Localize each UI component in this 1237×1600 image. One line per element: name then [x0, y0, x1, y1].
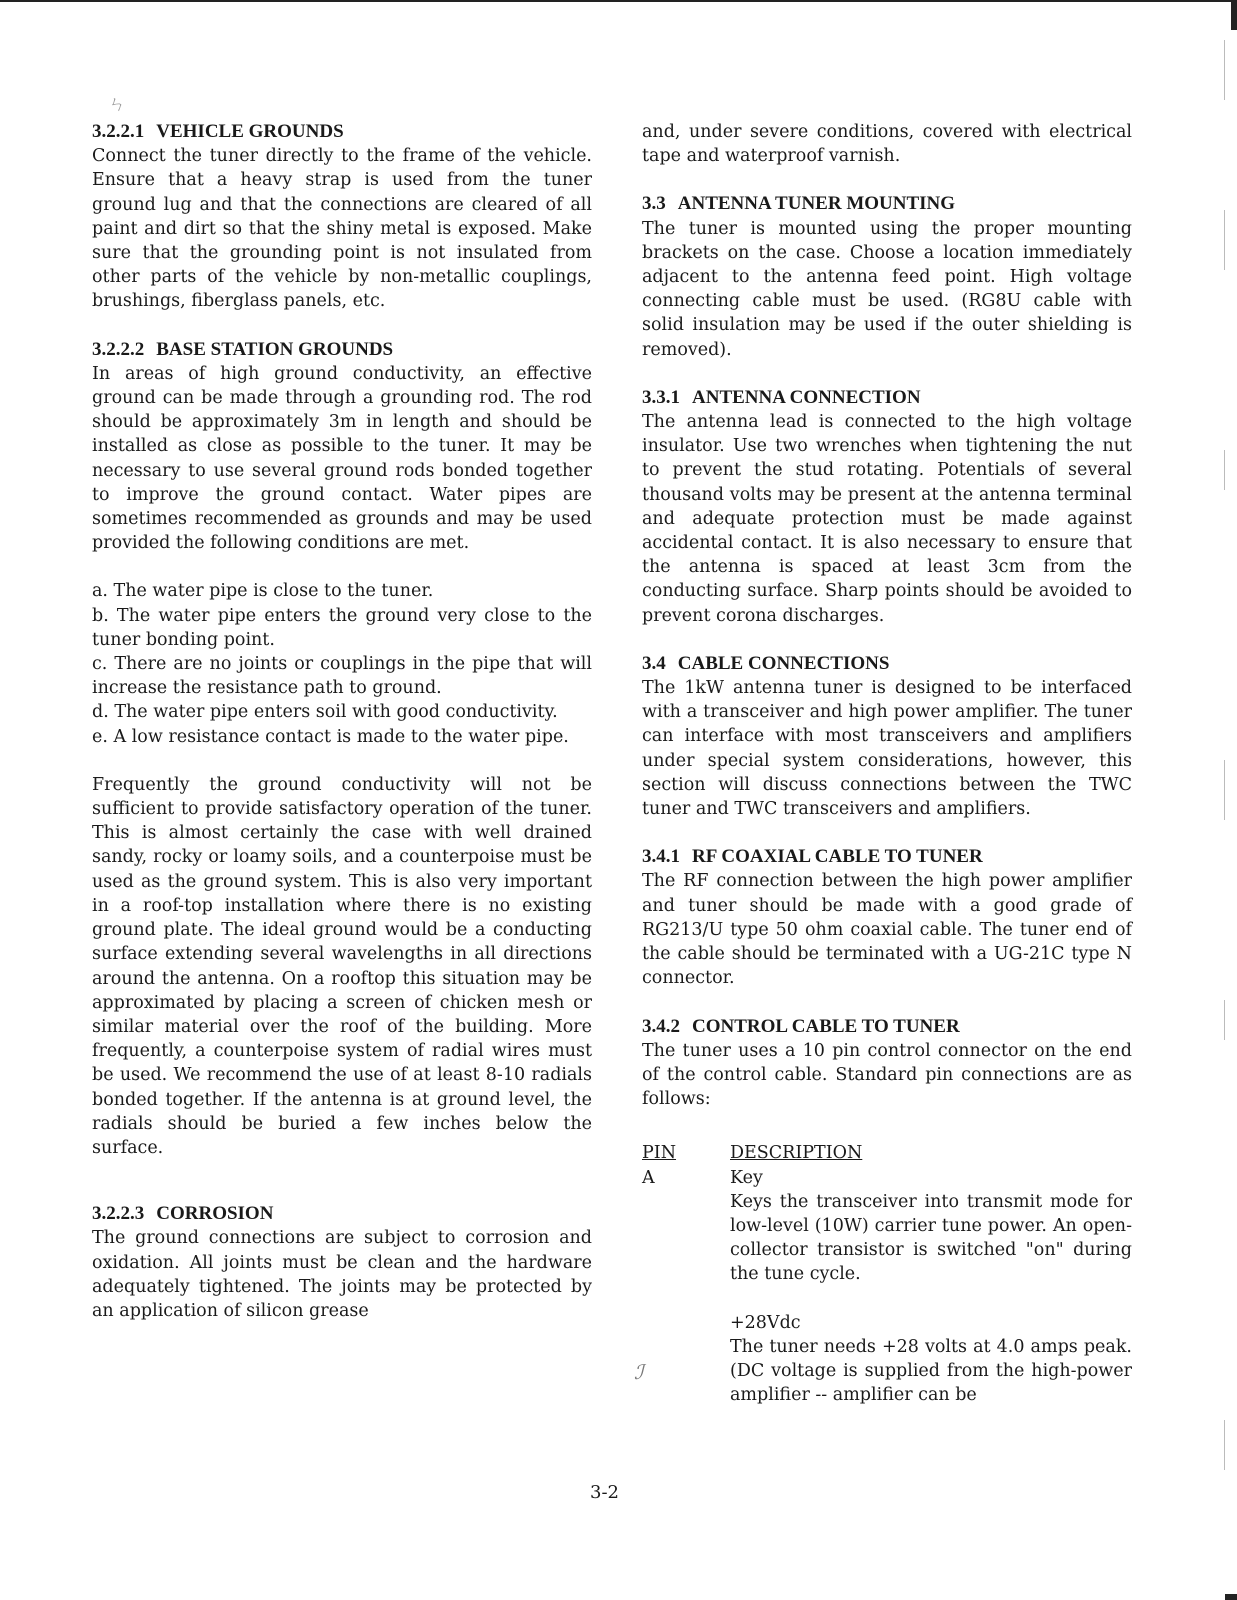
section-title: CORROSION	[156, 1203, 274, 1225]
edge-mark	[1224, 1000, 1225, 1040]
pin-name: Key	[730, 1167, 763, 1188]
section-number: 3.2.2.1	[92, 121, 145, 142]
list-item: e. A low resistance contact is made to the water pipe.	[92, 726, 569, 747]
section-heading	[92, 338, 592, 362]
section-3-4	[642, 652, 1132, 821]
section-number: 3.2.2.3	[92, 1203, 145, 1225]
section-title: VEHICLE GROUNDS	[156, 121, 344, 142]
section-number: 3.3.1	[642, 386, 680, 408]
list-item: d. The water pipe enters soil with good conductivity.	[92, 702, 558, 723]
paragraph: Connect the tuner directly to the frame of the vehicle. Ensure that a heavy strap is used from the tuner ground lug and that the connections are cleared of all paint and dirt so that the shiny metal is exposed. Make sure that the grounding point is not insulated from other parts of the vehicle by non-metallic couplings, brushings, fiberglass panels, etc.	[92, 146, 592, 312]
paragraph: The ground connections are subject to corrosion and oxidation. All joints must be clean and the hardware adequately tightened. The joints may be protected by an application of silicon grease	[92, 1228, 592, 1321]
edge-mark	[1224, 40, 1225, 100]
section-title: ANTENNA CONNECTION	[692, 386, 921, 408]
paragraph: Frequently the ground conductivity will not be sufficient to provide satisfactory operation of the tuner. This is almost certainly the case with well drained sandy, rocky or loamy soils, and a counterpoise must be used as the ground system. This is also very important in a roof-top installation where there is no existing ground plate. The ideal ground would be a conducting surface extending several wavelengths in all directions around the antenna. On a rooftop this situation may be approximated by placing a screen of chicken mesh or similar material over the roof of the building. More frequently, a counterpoise system of radial wires must be used. We recommend the use of at least 8-10 radials bonded together. If the antenna is at ground level, the radials should be buried a few inches below the surface.	[92, 774, 592, 1158]
pin-label	[642, 1311, 730, 1408]
pin-name: +28Vdc	[730, 1312, 801, 1333]
top-border	[0, 0, 1237, 2]
corner-mark	[1231, 0, 1237, 30]
pin-table-header	[642, 1141, 1132, 1165]
section-title: CONTROL CABLE TO TUNER	[692, 1015, 960, 1037]
pin-label: A	[642, 1167, 655, 1188]
pin-row-a	[642, 1166, 1132, 1287]
section-number: 3.3	[642, 193, 666, 215]
list-item: c. There are no joints or couplings in the pipe that will increase the resistance path to ground.	[92, 654, 592, 699]
section-heading	[642, 192, 1132, 216]
description-column-header: DESCRIPTION	[730, 1143, 863, 1164]
section-number: 3.2.2.2	[92, 338, 145, 360]
section-heading	[642, 1015, 1132, 1039]
paragraph: The RF connection between the high power amplifier and tuner should be made with a good grade of RG213/U type 50 ohm coaxial cable. The tuner end of the cable should be terminated with a UG-21C type N connector.	[642, 871, 1132, 989]
section-3-2-2-1	[92, 120, 592, 314]
section-3-3-1	[642, 386, 1132, 628]
section-3-3	[642, 192, 1132, 361]
edge-mark	[1224, 450, 1225, 490]
list-item: a. The water pipe is close to the tuner.	[92, 581, 434, 602]
section-3-2-2-2	[92, 338, 592, 1161]
paragraph: The tuner is mounted using the proper mounting brackets on the case. Choose a location immediately adjacent to the antenna feed point. High voltage connecting cable must be used. (RG8U cable with solid insulation may be used if the outer shielding is removed).	[642, 218, 1132, 360]
paragraph: The tuner uses a 10 pin control connector on the end of the control cable. Standard pin connections are as follows:	[642, 1040, 1132, 1110]
section-number: 3.4	[642, 652, 666, 674]
left-column	[92, 120, 592, 1323]
pin-table	[642, 1141, 1132, 1407]
right-column	[642, 120, 1132, 1407]
paragraph-continued: and, under severe conditions, covered with electrical tape and waterproof varnish.	[642, 122, 1132, 167]
pin-row-b	[642, 1311, 1132, 1408]
section-heading	[642, 845, 1132, 869]
pin-description: The tuner needs +28 volts at 4.0 amps peak. (DC voltage is supplied from the high-power amplifier -- amplifier can be	[730, 1336, 1132, 1406]
pin-column-header: PIN	[642, 1143, 677, 1164]
section-number: 3.4.1	[642, 846, 680, 868]
edge-mark	[1224, 1420, 1225, 1470]
page-number: 3-2	[590, 1482, 619, 1503]
section-heading	[92, 1202, 592, 1226]
handwritten-pin-mark: ℐ	[634, 1360, 644, 1384]
section-title: CABLE CONNECTIONS	[677, 652, 890, 674]
edge-mark	[1224, 760, 1225, 820]
section-3-4-2	[642, 1015, 1132, 1112]
section-3-2-2-3	[92, 1202, 592, 1323]
paragraph: The 1kW antenna tuner is designed to be interfaced with a transceiver and high power amplifier. The tuner can interface with most transceivers and amplifiers under special system considerations, however, this section will discuss connections between the TWC tuner and TWC transceivers and amplifiers.	[642, 678, 1132, 820]
section-title: BASE STATION GROUNDS	[156, 338, 394, 360]
paragraph: In areas of high ground conductivity, an effective ground can be made through a grounding rod. The rod should be approximately 3m in length and should be installed as close as possible to the tuner. It may be necessary to use several ground rods bonded together to improve the ground contact. Water pipes are sometimes recommended as grounds and may be used provided the following conditions are met.	[92, 363, 592, 554]
section-heading	[92, 120, 592, 144]
section-heading	[642, 652, 1132, 676]
section-title: ANTENNA TUNER MOUNTING	[677, 193, 956, 215]
section-number: 3.4.2	[642, 1015, 680, 1037]
paragraph: The antenna lead is connected to the high voltage insulator. Use two wrenches when tightening the nut to prevent the stud rotating. Potentials of several thousand volts may be present at the antenna terminal and adequate protection must be made against accidental contact. It is also necessary to ensure that the antenna is spaced at least 3cm from the conducting surface. Sharp points should be avoided to prevent corona discharges.	[642, 412, 1132, 626]
edge-mark	[1224, 210, 1225, 270]
section-heading	[642, 386, 1132, 410]
corner-mark-bottom	[1225, 1594, 1237, 1600]
handwritten-mark: ㄣ	[108, 94, 126, 115]
list-item: b. The water pipe enters the ground very close to the tuner bonding point.	[92, 605, 592, 650]
section-title: RF COAXIAL CABLE TO TUNER	[692, 846, 983, 868]
section-3-4-1	[642, 845, 1132, 990]
pin-description: Keys the transceiver into transmit mode for low-level (10W) carrier tune power. An open-collector transistor is switched "on" during the tune cycle.	[730, 1191, 1132, 1285]
